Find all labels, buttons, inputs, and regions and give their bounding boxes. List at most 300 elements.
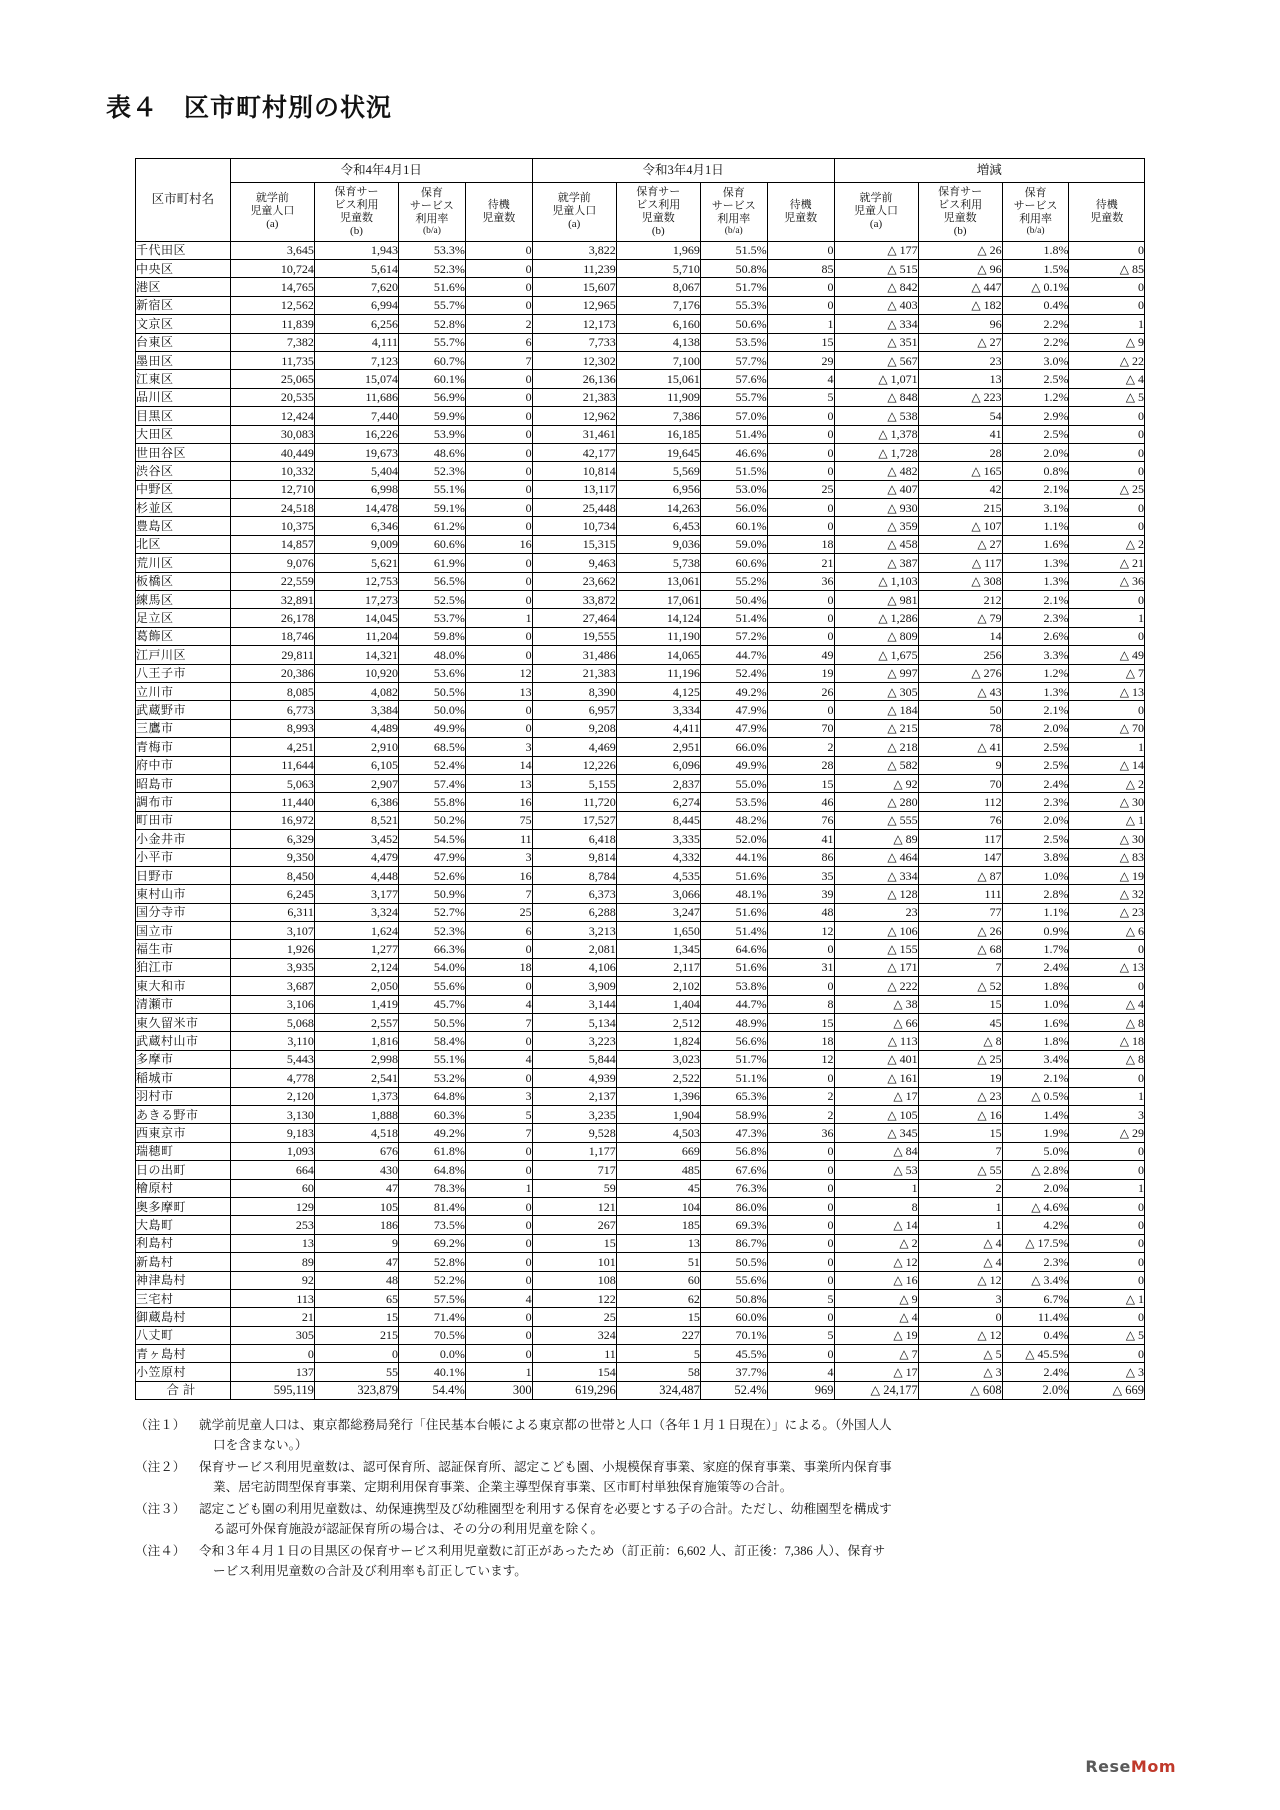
row-cell-5: 9,036 bbox=[616, 535, 700, 553]
row-cell-0: 5,068 bbox=[230, 1014, 314, 1032]
row-cell-2: 52.8% bbox=[399, 1253, 466, 1271]
row-cell-10: 6.7% bbox=[1002, 1289, 1069, 1307]
row-cell-5: 3,066 bbox=[616, 885, 700, 903]
row-cell-5: 4,503 bbox=[616, 1124, 700, 1142]
row-cell-0: 30,083 bbox=[230, 425, 314, 443]
row-cell-8: △ 16 bbox=[834, 1271, 918, 1289]
row-cell-3: 0 bbox=[465, 977, 532, 995]
row-cell-4: 21,383 bbox=[532, 388, 616, 406]
row-cell-8: △ 345 bbox=[834, 1124, 918, 1142]
row-cell-11: △ 70 bbox=[1069, 719, 1145, 737]
row-cell-11: 0 bbox=[1069, 1271, 1145, 1289]
row-cell-10: 2.5% bbox=[1002, 738, 1069, 756]
row-cell-7: 0 bbox=[767, 609, 834, 627]
row-cell-9: △ 182 bbox=[918, 296, 1002, 314]
table-row bbox=[136, 848, 1145, 866]
row-cell-3: 0 bbox=[465, 462, 532, 480]
row-municipality-name: 羽村市 bbox=[136, 1087, 231, 1105]
row-cell-11: △ 8 bbox=[1069, 1014, 1145, 1032]
row-cell-7: 1 bbox=[767, 315, 834, 333]
row-municipality-name: あきる野市 bbox=[136, 1105, 231, 1123]
row-cell-4: 3,213 bbox=[532, 922, 616, 940]
row-cell-8: △ 538 bbox=[834, 407, 918, 425]
row-cell-0: 5,063 bbox=[230, 774, 314, 792]
row-municipality-name: 豊島区 bbox=[136, 517, 231, 535]
row-cell-1: 14,321 bbox=[314, 646, 398, 664]
row-cell-0: 11,735 bbox=[230, 351, 314, 369]
note-label: （注４） bbox=[135, 1544, 186, 1559]
row-cell-4: 2,137 bbox=[532, 1087, 616, 1105]
row-cell-1: 2,557 bbox=[314, 1014, 398, 1032]
row-cell-3: 13 bbox=[465, 774, 532, 792]
row-cell-1: 1,888 bbox=[314, 1105, 398, 1123]
row-cell-11: △ 21 bbox=[1069, 554, 1145, 572]
table-row bbox=[136, 1161, 1145, 1179]
table-row bbox=[136, 995, 1145, 1013]
row-cell-0: 113 bbox=[230, 1289, 314, 1307]
row-cell-11: △ 83 bbox=[1069, 848, 1145, 866]
row-cell-3: 7 bbox=[465, 1014, 532, 1032]
row-cell-11: 0 bbox=[1069, 1345, 1145, 1363]
row-cell-1: 4,111 bbox=[314, 333, 398, 351]
row-cell-7: 0 bbox=[767, 499, 834, 517]
row-cell-0: 10,375 bbox=[230, 517, 314, 535]
row-cell-10: 2.0% bbox=[1002, 1381, 1069, 1399]
row-cell-0: 4,251 bbox=[230, 738, 314, 756]
row-cell-9: △ 4 bbox=[918, 1234, 1002, 1252]
row-cell-2: 57.5% bbox=[399, 1289, 466, 1307]
table-row bbox=[136, 425, 1145, 443]
row-cell-2: 53.2% bbox=[399, 1069, 466, 1087]
row-cell-3: 0 bbox=[465, 1308, 532, 1326]
row-cell-0: 10,332 bbox=[230, 462, 314, 480]
row-cell-8: △ 842 bbox=[834, 278, 918, 296]
row-municipality-name: 品川区 bbox=[136, 388, 231, 406]
row-cell-9: △ 68 bbox=[918, 940, 1002, 958]
row-cell-2: 66.3% bbox=[399, 940, 466, 958]
row-cell-9: △ 26 bbox=[918, 241, 1002, 259]
row-cell-2: 52.6% bbox=[399, 866, 466, 884]
table-row bbox=[136, 940, 1145, 958]
row-cell-9: △ 4 bbox=[918, 1253, 1002, 1271]
table-head bbox=[136, 159, 1145, 242]
row-cell-11: 0 bbox=[1069, 407, 1145, 425]
row-cell-10: 0.9% bbox=[1002, 922, 1069, 940]
row-cell-1: 2,910 bbox=[314, 738, 398, 756]
row-cell-11: 0 bbox=[1069, 627, 1145, 645]
row-cell-6: 65.3% bbox=[700, 1087, 767, 1105]
row-cell-5: 1,404 bbox=[616, 995, 700, 1013]
row-cell-4: 25,448 bbox=[532, 499, 616, 517]
row-cell-10: 1.3% bbox=[1002, 572, 1069, 590]
table-row bbox=[136, 885, 1145, 903]
row-cell-5: 4,411 bbox=[616, 719, 700, 737]
row-cell-3: 1 bbox=[465, 1363, 532, 1381]
row-cell-5: 1,904 bbox=[616, 1105, 700, 1123]
row-cell-3: 0 bbox=[465, 719, 532, 737]
row-cell-3: 0 bbox=[465, 517, 532, 535]
table-row bbox=[136, 1197, 1145, 1215]
row-cell-6: 56.0% bbox=[700, 499, 767, 517]
row-municipality-name: 瑞穂町 bbox=[136, 1142, 231, 1160]
table-row bbox=[136, 554, 1145, 572]
row-cell-2: 60.6% bbox=[399, 535, 466, 553]
row-cell-10: 1.8% bbox=[1002, 241, 1069, 259]
row-cell-5: 7,386 bbox=[616, 407, 700, 425]
row-cell-5: 1,396 bbox=[616, 1087, 700, 1105]
row-cell-0: 20,386 bbox=[230, 664, 314, 682]
note-item bbox=[135, 1416, 1145, 1455]
table-row bbox=[136, 480, 1145, 498]
table-row bbox=[136, 866, 1145, 884]
row-cell-7: 29 bbox=[767, 351, 834, 369]
row-municipality-name: 武蔵野市 bbox=[136, 701, 231, 719]
row-cell-3: 16 bbox=[465, 866, 532, 884]
row-cell-6: 55.7% bbox=[700, 388, 767, 406]
table-row bbox=[136, 1216, 1145, 1234]
row-cell-9: 13 bbox=[918, 370, 1002, 388]
row-cell-9: 54 bbox=[918, 407, 1002, 425]
row-cell-9: △ 41 bbox=[918, 738, 1002, 756]
row-cell-9: 77 bbox=[918, 903, 1002, 921]
row-cell-10: 1.8% bbox=[1002, 977, 1069, 995]
row-cell-2: 50.2% bbox=[399, 811, 466, 829]
row-cell-11: 0 bbox=[1069, 462, 1145, 480]
row-municipality-name: 台東区 bbox=[136, 333, 231, 351]
row-cell-4: 11,720 bbox=[532, 793, 616, 811]
row-cell-11: △ 4 bbox=[1069, 995, 1145, 1013]
row-cell-4: 5,155 bbox=[532, 774, 616, 792]
row-cell-1: 14,045 bbox=[314, 609, 398, 627]
row-cell-5: 3,335 bbox=[616, 830, 700, 848]
row-cell-6: 55.6% bbox=[700, 1271, 767, 1289]
row-municipality-name: 中央区 bbox=[136, 260, 231, 278]
row-cell-5: 5,738 bbox=[616, 554, 700, 572]
row-municipality-name: 杉並区 bbox=[136, 499, 231, 517]
row-municipality-name: 新島村 bbox=[136, 1253, 231, 1271]
row-cell-8: △ 106 bbox=[834, 922, 918, 940]
table-row bbox=[136, 462, 1145, 480]
row-cell-10: △ 3.4% bbox=[1002, 1271, 1069, 1289]
row-cell-9: 1 bbox=[918, 1216, 1002, 1234]
row-cell-0: 595,119 bbox=[230, 1381, 314, 1399]
row-cell-8: △ 218 bbox=[834, 738, 918, 756]
row-cell-2: 52.4% bbox=[399, 756, 466, 774]
row-cell-1: 6,998 bbox=[314, 480, 398, 498]
row-cell-0: 9,183 bbox=[230, 1124, 314, 1142]
row-cell-5: 16,185 bbox=[616, 425, 700, 443]
row-cell-11: △ 22 bbox=[1069, 351, 1145, 369]
row-cell-9: 78 bbox=[918, 719, 1002, 737]
row-cell-8: △ 1,103 bbox=[834, 572, 918, 590]
row-cell-7: 12 bbox=[767, 1050, 834, 1068]
watermark-logo: ReseMom bbox=[1085, 1757, 1176, 1776]
row-cell-2: 56.5% bbox=[399, 572, 466, 590]
row-cell-11: △ 3 bbox=[1069, 1363, 1145, 1381]
row-cell-2: 73.5% bbox=[399, 1216, 466, 1234]
row-cell-11: △ 4 bbox=[1069, 370, 1145, 388]
row-cell-2: 53.3% bbox=[399, 241, 466, 259]
row-cell-2: 52.7% bbox=[399, 903, 466, 921]
row-municipality-name: 足立区 bbox=[136, 609, 231, 627]
table-row bbox=[136, 664, 1145, 682]
row-cell-8: △ 407 bbox=[834, 480, 918, 498]
row-cell-2: 57.4% bbox=[399, 774, 466, 792]
row-cell-7: 76 bbox=[767, 811, 834, 829]
row-cell-4: 9,814 bbox=[532, 848, 616, 866]
row-cell-3: 1 bbox=[465, 1179, 532, 1197]
row-municipality-name: 板橋区 bbox=[136, 572, 231, 590]
row-cell-8: △ 177 bbox=[834, 241, 918, 259]
row-cell-8: △ 334 bbox=[834, 866, 918, 884]
row-cell-0: 3,935 bbox=[230, 958, 314, 976]
row-cell-4: 4,469 bbox=[532, 738, 616, 756]
row-cell-6: 50.4% bbox=[700, 591, 767, 609]
row-cell-9: 19 bbox=[918, 1069, 1002, 1087]
row-cell-3: 0 bbox=[465, 554, 532, 572]
row-cell-6: 60.6% bbox=[700, 554, 767, 572]
row-cell-10: 2.3% bbox=[1002, 1253, 1069, 1271]
row-municipality-name: 清瀬市 bbox=[136, 995, 231, 1013]
row-cell-11: 0 bbox=[1069, 1142, 1145, 1160]
row-cell-4: 717 bbox=[532, 1161, 616, 1179]
row-cell-0: 129 bbox=[230, 1197, 314, 1215]
row-cell-4: 27,464 bbox=[532, 609, 616, 627]
row-cell-3: 0 bbox=[465, 370, 532, 388]
table-row bbox=[136, 1014, 1145, 1032]
table-row bbox=[136, 683, 1145, 701]
row-cell-7: 85 bbox=[767, 260, 834, 278]
row-cell-8: △ 401 bbox=[834, 1050, 918, 1068]
row-cell-4: 12,173 bbox=[532, 315, 616, 333]
row-cell-4: 8,784 bbox=[532, 866, 616, 884]
row-cell-0: 6,311 bbox=[230, 903, 314, 921]
row-cell-4: 42,177 bbox=[532, 443, 616, 461]
row-cell-9: △ 96 bbox=[918, 260, 1002, 278]
row-cell-10: 0.4% bbox=[1002, 1326, 1069, 1344]
row-cell-0: 8,085 bbox=[230, 683, 314, 701]
row-cell-11: 0 bbox=[1069, 1069, 1145, 1087]
row-cell-4: 5,134 bbox=[532, 1014, 616, 1032]
row-cell-11: 0 bbox=[1069, 940, 1145, 958]
row-cell-6: 47.3% bbox=[700, 1124, 767, 1142]
row-cell-5: 11,196 bbox=[616, 664, 700, 682]
row-cell-4: 3,909 bbox=[532, 977, 616, 995]
row-cell-4: 23,662 bbox=[532, 572, 616, 590]
row-cell-4: 154 bbox=[532, 1363, 616, 1381]
row-cell-8: △ 222 bbox=[834, 977, 918, 995]
row-cell-11: 0 bbox=[1069, 977, 1145, 995]
row-municipality-name: 港区 bbox=[136, 278, 231, 296]
row-cell-6: 56.8% bbox=[700, 1142, 767, 1160]
row-cell-6: 50.5% bbox=[700, 1253, 767, 1271]
row-cell-11: △ 5 bbox=[1069, 388, 1145, 406]
row-cell-6: 46.6% bbox=[700, 443, 767, 461]
row-cell-3: 0 bbox=[465, 407, 532, 425]
row-cell-4: 267 bbox=[532, 1216, 616, 1234]
row-cell-9: 7 bbox=[918, 958, 1002, 976]
row-cell-9: △ 308 bbox=[918, 572, 1002, 590]
row-cell-10: 2.1% bbox=[1002, 591, 1069, 609]
row-cell-1: 2,907 bbox=[314, 774, 398, 792]
row-cell-10: 3.8% bbox=[1002, 848, 1069, 866]
row-cell-6: 55.2% bbox=[700, 572, 767, 590]
row-cell-2: 54.0% bbox=[399, 958, 466, 976]
row-cell-3: 0 bbox=[465, 1161, 532, 1179]
row-cell-1: 5,621 bbox=[314, 554, 398, 572]
header-group-2021: 令和3年4月1日 bbox=[532, 159, 834, 183]
row-cell-8: △ 809 bbox=[834, 627, 918, 645]
row-municipality-name: 文京区 bbox=[136, 315, 231, 333]
row-cell-5: 14,065 bbox=[616, 646, 700, 664]
row-cell-10: 4.2% bbox=[1002, 1216, 1069, 1234]
row-cell-3: 7 bbox=[465, 1124, 532, 1142]
row-cell-9: △ 5 bbox=[918, 1345, 1002, 1363]
table-row bbox=[136, 517, 1145, 535]
row-cell-6: 86.0% bbox=[700, 1197, 767, 1215]
row-cell-6: 51.4% bbox=[700, 609, 767, 627]
row-cell-0: 14,765 bbox=[230, 278, 314, 296]
table-row bbox=[136, 1069, 1145, 1087]
row-cell-1: 5,404 bbox=[314, 462, 398, 480]
row-cell-0: 1,093 bbox=[230, 1142, 314, 1160]
row-cell-7: 5 bbox=[767, 1326, 834, 1344]
row-cell-2: 55.8% bbox=[399, 793, 466, 811]
row-cell-3: 0 bbox=[465, 572, 532, 590]
row-cell-6: 44.7% bbox=[700, 646, 767, 664]
row-cell-1: 3,384 bbox=[314, 701, 398, 719]
row-cell-10: △ 4.6% bbox=[1002, 1197, 1069, 1215]
row-cell-9: 111 bbox=[918, 885, 1002, 903]
row-cell-2: 54.5% bbox=[399, 830, 466, 848]
row-cell-8: 1 bbox=[834, 1179, 918, 1197]
row-municipality-name: 合計 bbox=[136, 1381, 231, 1399]
row-cell-5: 5 bbox=[616, 1345, 700, 1363]
row-cell-1: 3,452 bbox=[314, 830, 398, 848]
row-cell-4: 121 bbox=[532, 1197, 616, 1215]
row-cell-4: 11,239 bbox=[532, 260, 616, 278]
row-cell-6: 51.5% bbox=[700, 241, 767, 259]
row-cell-5: 1,650 bbox=[616, 922, 700, 940]
row-cell-2: 45.7% bbox=[399, 995, 466, 1013]
row-cell-6: 51.4% bbox=[700, 425, 767, 443]
row-cell-1: 11,686 bbox=[314, 388, 398, 406]
row-cell-10: 2.8% bbox=[1002, 885, 1069, 903]
row-cell-1: 2,541 bbox=[314, 1069, 398, 1087]
row-cell-8: △ 351 bbox=[834, 333, 918, 351]
row-cell-6: 55.0% bbox=[700, 774, 767, 792]
row-cell-5: 17,061 bbox=[616, 591, 700, 609]
row-cell-11: 1 bbox=[1069, 1179, 1145, 1197]
row-cell-2: 61.8% bbox=[399, 1142, 466, 1160]
row-cell-6: 57.2% bbox=[700, 627, 767, 645]
row-cell-10: 1.8% bbox=[1002, 1032, 1069, 1050]
header-waiting-children-change: 待機 児童数 bbox=[1069, 182, 1145, 241]
row-cell-8: △ 19 bbox=[834, 1326, 918, 1344]
row-cell-9: △ 107 bbox=[918, 517, 1002, 535]
row-cell-7: 0 bbox=[767, 1179, 834, 1197]
row-cell-6: 50.6% bbox=[700, 315, 767, 333]
row-cell-1: 47 bbox=[314, 1179, 398, 1197]
row-municipality-name: 小平市 bbox=[136, 848, 231, 866]
row-municipality-name: 東村山市 bbox=[136, 885, 231, 903]
row-cell-8: △ 89 bbox=[834, 830, 918, 848]
row-cell-10: 0.4% bbox=[1002, 296, 1069, 314]
row-cell-1: 2,124 bbox=[314, 958, 398, 976]
row-cell-0: 11,440 bbox=[230, 793, 314, 811]
row-cell-0: 305 bbox=[230, 1326, 314, 1344]
row-cell-4: 108 bbox=[532, 1271, 616, 1289]
table-row bbox=[136, 1326, 1145, 1344]
table-row bbox=[136, 1032, 1145, 1050]
row-cell-11: 0 bbox=[1069, 591, 1145, 609]
table-row bbox=[136, 756, 1145, 774]
row-cell-3: 0 bbox=[465, 296, 532, 314]
row-cell-4: 6,418 bbox=[532, 830, 616, 848]
row-cell-9: 28 bbox=[918, 443, 1002, 461]
row-cell-7: 19 bbox=[767, 664, 834, 682]
row-cell-8: △ 387 bbox=[834, 554, 918, 572]
row-cell-1: 1,624 bbox=[314, 922, 398, 940]
row-municipality-name: 小笠原村 bbox=[136, 1363, 231, 1381]
row-cell-5: 51 bbox=[616, 1253, 700, 1271]
row-cell-8: △ 848 bbox=[834, 388, 918, 406]
row-cell-0: 664 bbox=[230, 1161, 314, 1179]
row-cell-3: 4 bbox=[465, 1289, 532, 1307]
row-cell-5: 2,102 bbox=[616, 977, 700, 995]
table-row bbox=[136, 278, 1145, 296]
row-cell-6: 51.5% bbox=[700, 462, 767, 480]
row-cell-5: 60 bbox=[616, 1271, 700, 1289]
row-cell-10: 0.8% bbox=[1002, 462, 1069, 480]
note-item bbox=[135, 1500, 1145, 1539]
row-cell-5: 45 bbox=[616, 1179, 700, 1197]
row-cell-9: 215 bbox=[918, 499, 1002, 517]
row-cell-10: 2.5% bbox=[1002, 830, 1069, 848]
row-cell-1: 4,448 bbox=[314, 866, 398, 884]
row-cell-9: △ 55 bbox=[918, 1161, 1002, 1179]
municipality-status-table bbox=[135, 158, 1145, 1400]
row-cell-10: 2.6% bbox=[1002, 627, 1069, 645]
row-cell-4: 2,081 bbox=[532, 940, 616, 958]
row-cell-3: 1 bbox=[465, 609, 532, 627]
row-cell-9: △ 12 bbox=[918, 1326, 1002, 1344]
row-cell-3: 0 bbox=[465, 388, 532, 406]
row-cell-10: △ 45.5% bbox=[1002, 1345, 1069, 1363]
row-cell-0: 8,993 bbox=[230, 719, 314, 737]
row-cell-9: 42 bbox=[918, 480, 1002, 498]
row-municipality-name: 神津島村 bbox=[136, 1271, 231, 1289]
row-cell-3: 3 bbox=[465, 848, 532, 866]
row-cell-0: 26,178 bbox=[230, 609, 314, 627]
row-cell-10: 2.1% bbox=[1002, 1069, 1069, 1087]
row-cell-5: 11,909 bbox=[616, 388, 700, 406]
row-cell-1: 4,479 bbox=[314, 848, 398, 866]
row-cell-7: 0 bbox=[767, 517, 834, 535]
row-cell-7: 0 bbox=[767, 1234, 834, 1252]
row-cell-8: △ 215 bbox=[834, 719, 918, 737]
table-row bbox=[136, 1234, 1145, 1252]
row-cell-8: △ 403 bbox=[834, 296, 918, 314]
row-cell-2: 55.7% bbox=[399, 333, 466, 351]
row-cell-2: 70.5% bbox=[399, 1326, 466, 1344]
row-cell-2: 50.0% bbox=[399, 701, 466, 719]
row-cell-9: △ 16 bbox=[918, 1105, 1002, 1123]
row-cell-5: 4,332 bbox=[616, 848, 700, 866]
row-cell-10: 3.3% bbox=[1002, 646, 1069, 664]
row-cell-3: 11 bbox=[465, 830, 532, 848]
row-cell-9: 50 bbox=[918, 701, 1002, 719]
